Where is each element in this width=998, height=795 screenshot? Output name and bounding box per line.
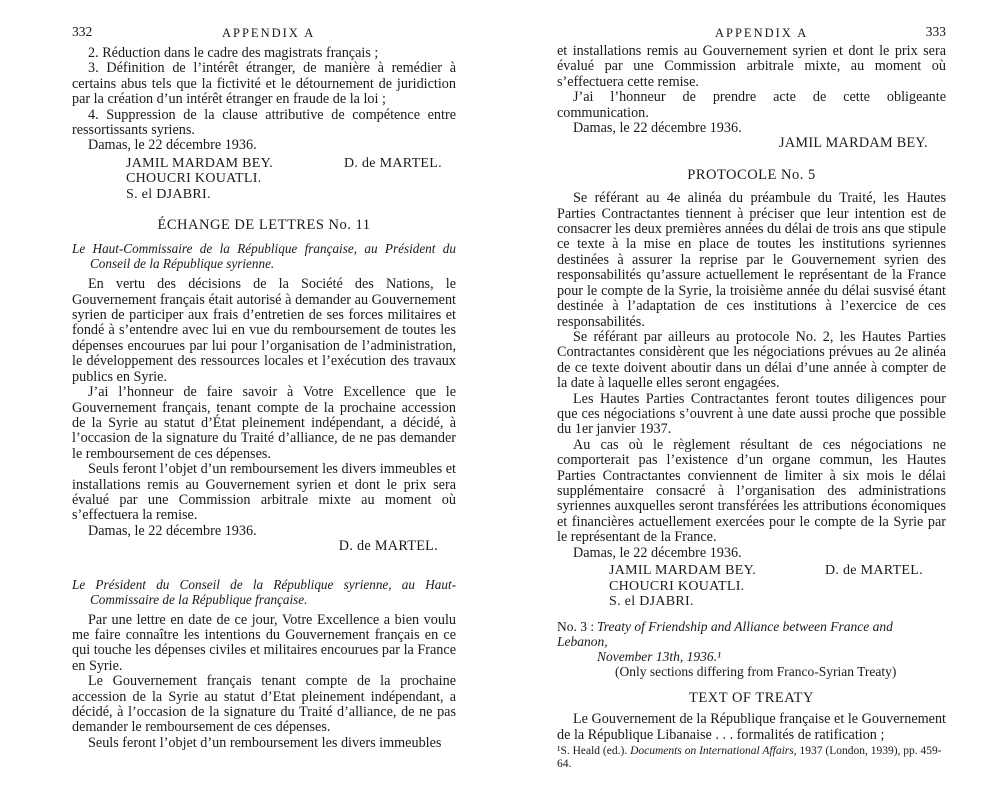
right-page [557, 0, 946, 795]
paragraph: J’ai l’honneur de prendre acte de cette obligeante communication. [557, 89, 946, 121]
document-note: (Only sections differing from Franco-Syrian Treaty) [615, 664, 897, 679]
paragraph: Seuls feront l’objet d’un remboursement les divers immeubles et installations remis au Gouvernement syrien et dont le prix sera évalué par une Commission arbitrale mixte au moment où s’effectuera la remise. [72, 461, 456, 524]
syrian-signatories [126, 156, 273, 203]
letter-title: Le Haut-Commissaire de la République française, au Président du Conseil de la République syrienne. [72, 241, 456, 272]
signatory: CHOUCRI KOUATLI. [609, 578, 745, 594]
letter-signature: JAMIL MARDAM BEY. [779, 135, 928, 152]
list-item: 3. Définition de l’intérêt étranger, de manière à remédier à certains abus tels que la fictivité et le détournement de juridiction par la création d’un intérêt étranger en fraude de la loi ; [72, 60, 456, 108]
paragraph: Se référant au 4e alinéa du préambule du Traité, les Hautes Parties Contractantes tiennent à préciser que leur intention est de consacrer les deux premières années du délai de trois ans que stipule ce texte à la mise en place de toutes les institutions syriennes destinées à assurer la reprise par le Gouvernement syrien des responsabilités qu’assure actuellement le représentant de la France pour le compte de la Syrie, la troisième année du délai susvisé étant destinée à l’adaptation de ces institutions à l’exercice de ces responsabilités. [557, 190, 946, 330]
paragraph: Se référant par ailleurs au protocole No. 2, les Hautes Parties Contractantes considèrent que les négociations prévues au 2e alinéa de ce texte doivent aboutir dans un délai d’une année à compter de la date à laquelle elles seront engagées. [557, 328, 946, 392]
paragraph: En vertu des décisions de la Société des Nations, le Gouvernement français était autorisé à demander au Gouvernement syrien de participer aux frais d’entretien de ses forces militaires et fondé à s’entendre avec lui en vue du remboursement de toutes les dépenses encourues par lui pour l’organisation de l’administration, le développement des ressources locales et l’exécution des travaux publics en Syrie. [72, 276, 456, 385]
running-head [72, 26, 456, 46]
signatory: S. el DJABRI. [609, 594, 694, 610]
section-heading: TEXT OF TREATY [689, 690, 814, 706]
dateline: Damas, le 22 décembre 1936. [88, 137, 257, 154]
french-signatory: D. de MARTEL. [825, 563, 923, 578]
signatory: S. el DJABRI. [126, 187, 211, 203]
paragraph: Le Gouvernement français tenant compte de la prochaine accession de la Syrie au statut d’Etat pleinement indépendant, a décidé, à l’occasion de la signature du Traité d’alliance, de ne pas demander le remboursement de ces dépenses. [72, 673, 456, 736]
dateline: Damas, le 22 décembre 1936. [88, 522, 257, 539]
page-body [557, 44, 946, 771]
dateline: Damas, le 22 décembre 1936. [573, 120, 742, 137]
left-page [72, 0, 456, 795]
footnote-author: S. Heald (ed.). [560, 745, 628, 758]
footnote-marker: ¹ [557, 745, 561, 758]
running-head-title: APPENDIX A [222, 26, 316, 40]
dateline: Damas, le 22 décembre 1936. [573, 544, 742, 561]
paragraph: Seuls feront l’objet d’un remboursement les divers immeubles [88, 734, 442, 751]
paragraph: Par une lettre en date de ce jour, Votre Excellence a bien voulu me faire connaître les intentions du Gouvernement français en ce qui touche les dépenses civiles et militaires encourues par la France en Syrie. [72, 611, 456, 674]
letter-title: Le Président du Conseil de la République syrienne, au Haut-Commissaire de la République française. [72, 576, 456, 607]
running-head-title: APPENDIX A [715, 26, 809, 40]
paragraph: J’ai l’honneur de faire savoir à Votre Excellence que le Gouvernement français, tenant compte de la prochaine accession de la Syrie au statut d’État pleinement indépendant, a décidé, à l’occasion de la signature du Traité d’alliance, de ne pas demander le remboursement de ces dépenses. [72, 384, 456, 462]
syrian-signatories [609, 563, 756, 610]
signatory: CHOUCRI KOUATLI. [126, 171, 262, 187]
french-signatory: D. de MARTEL. [344, 155, 442, 171]
document-title-date: November 13th, 1936.¹ [597, 649, 722, 664]
document-title: Treaty of Friendship and Alliance between France and Lebanon, [557, 619, 893, 649]
signature-block [72, 156, 456, 202]
list-item: 4. Suppression de la clause attributive de compétence entre ressortissants syriens. [72, 106, 456, 139]
section-heading: ÉCHANGE DE LETTRES No. 11 [157, 216, 371, 233]
section-heading: PROTOCOLE No. 5 [687, 166, 816, 183]
footnote-details: 1937 (London, 1939), pp. 459-64. [557, 745, 942, 771]
paragraph: Le Gouvernement de la République française et le Gouvernement de la République Libanaise . . . formalités de ratification ; [557, 711, 946, 743]
paragraph: Les Hautes Parties Contractantes feront toutes diligences pour que ces négociations s’ouvrent à une date aussi proche que possible du 1er janvier 1937. [557, 390, 946, 438]
paragraph: et installations remis au Gouvernement syrien et dont le prix sera évalué par une Commission arbitrale mixte, au moment où s’effectuera cette remise. [557, 43, 946, 90]
footnote-work: Documents on International Affairs, [630, 745, 797, 758]
signatory: JAMIL MARDAM BEY. [126, 155, 274, 171]
footnote [557, 745, 946, 771]
paragraph: Au cas où le règlement résultant de ces négociations ne comporterait pas l’existence d’un organe commun, les Hautes Parties Contractantes conviennent de limiter à six mois le délai supplémentaire consacré à l’organisation des administrations syriennes auxquelles seront transférées les attributions économiques et financières actuellement exercées pour le compte de la Syrie par le représentant de la France. [557, 436, 946, 546]
letter-signature: D. de MARTEL. [338, 538, 438, 555]
page-body [72, 46, 456, 751]
document-number: No. 3 : [557, 619, 595, 634]
list-item: 2. Réduction dans le cadre des magistrats français ; [88, 45, 379, 61]
document-entry [557, 619, 946, 679]
page-number: 332 [72, 24, 93, 39]
page-number: 333 [925, 24, 946, 39]
signature-block [557, 563, 946, 609]
signatory: JAMIL MARDAM BEY. [609, 563, 757, 578]
